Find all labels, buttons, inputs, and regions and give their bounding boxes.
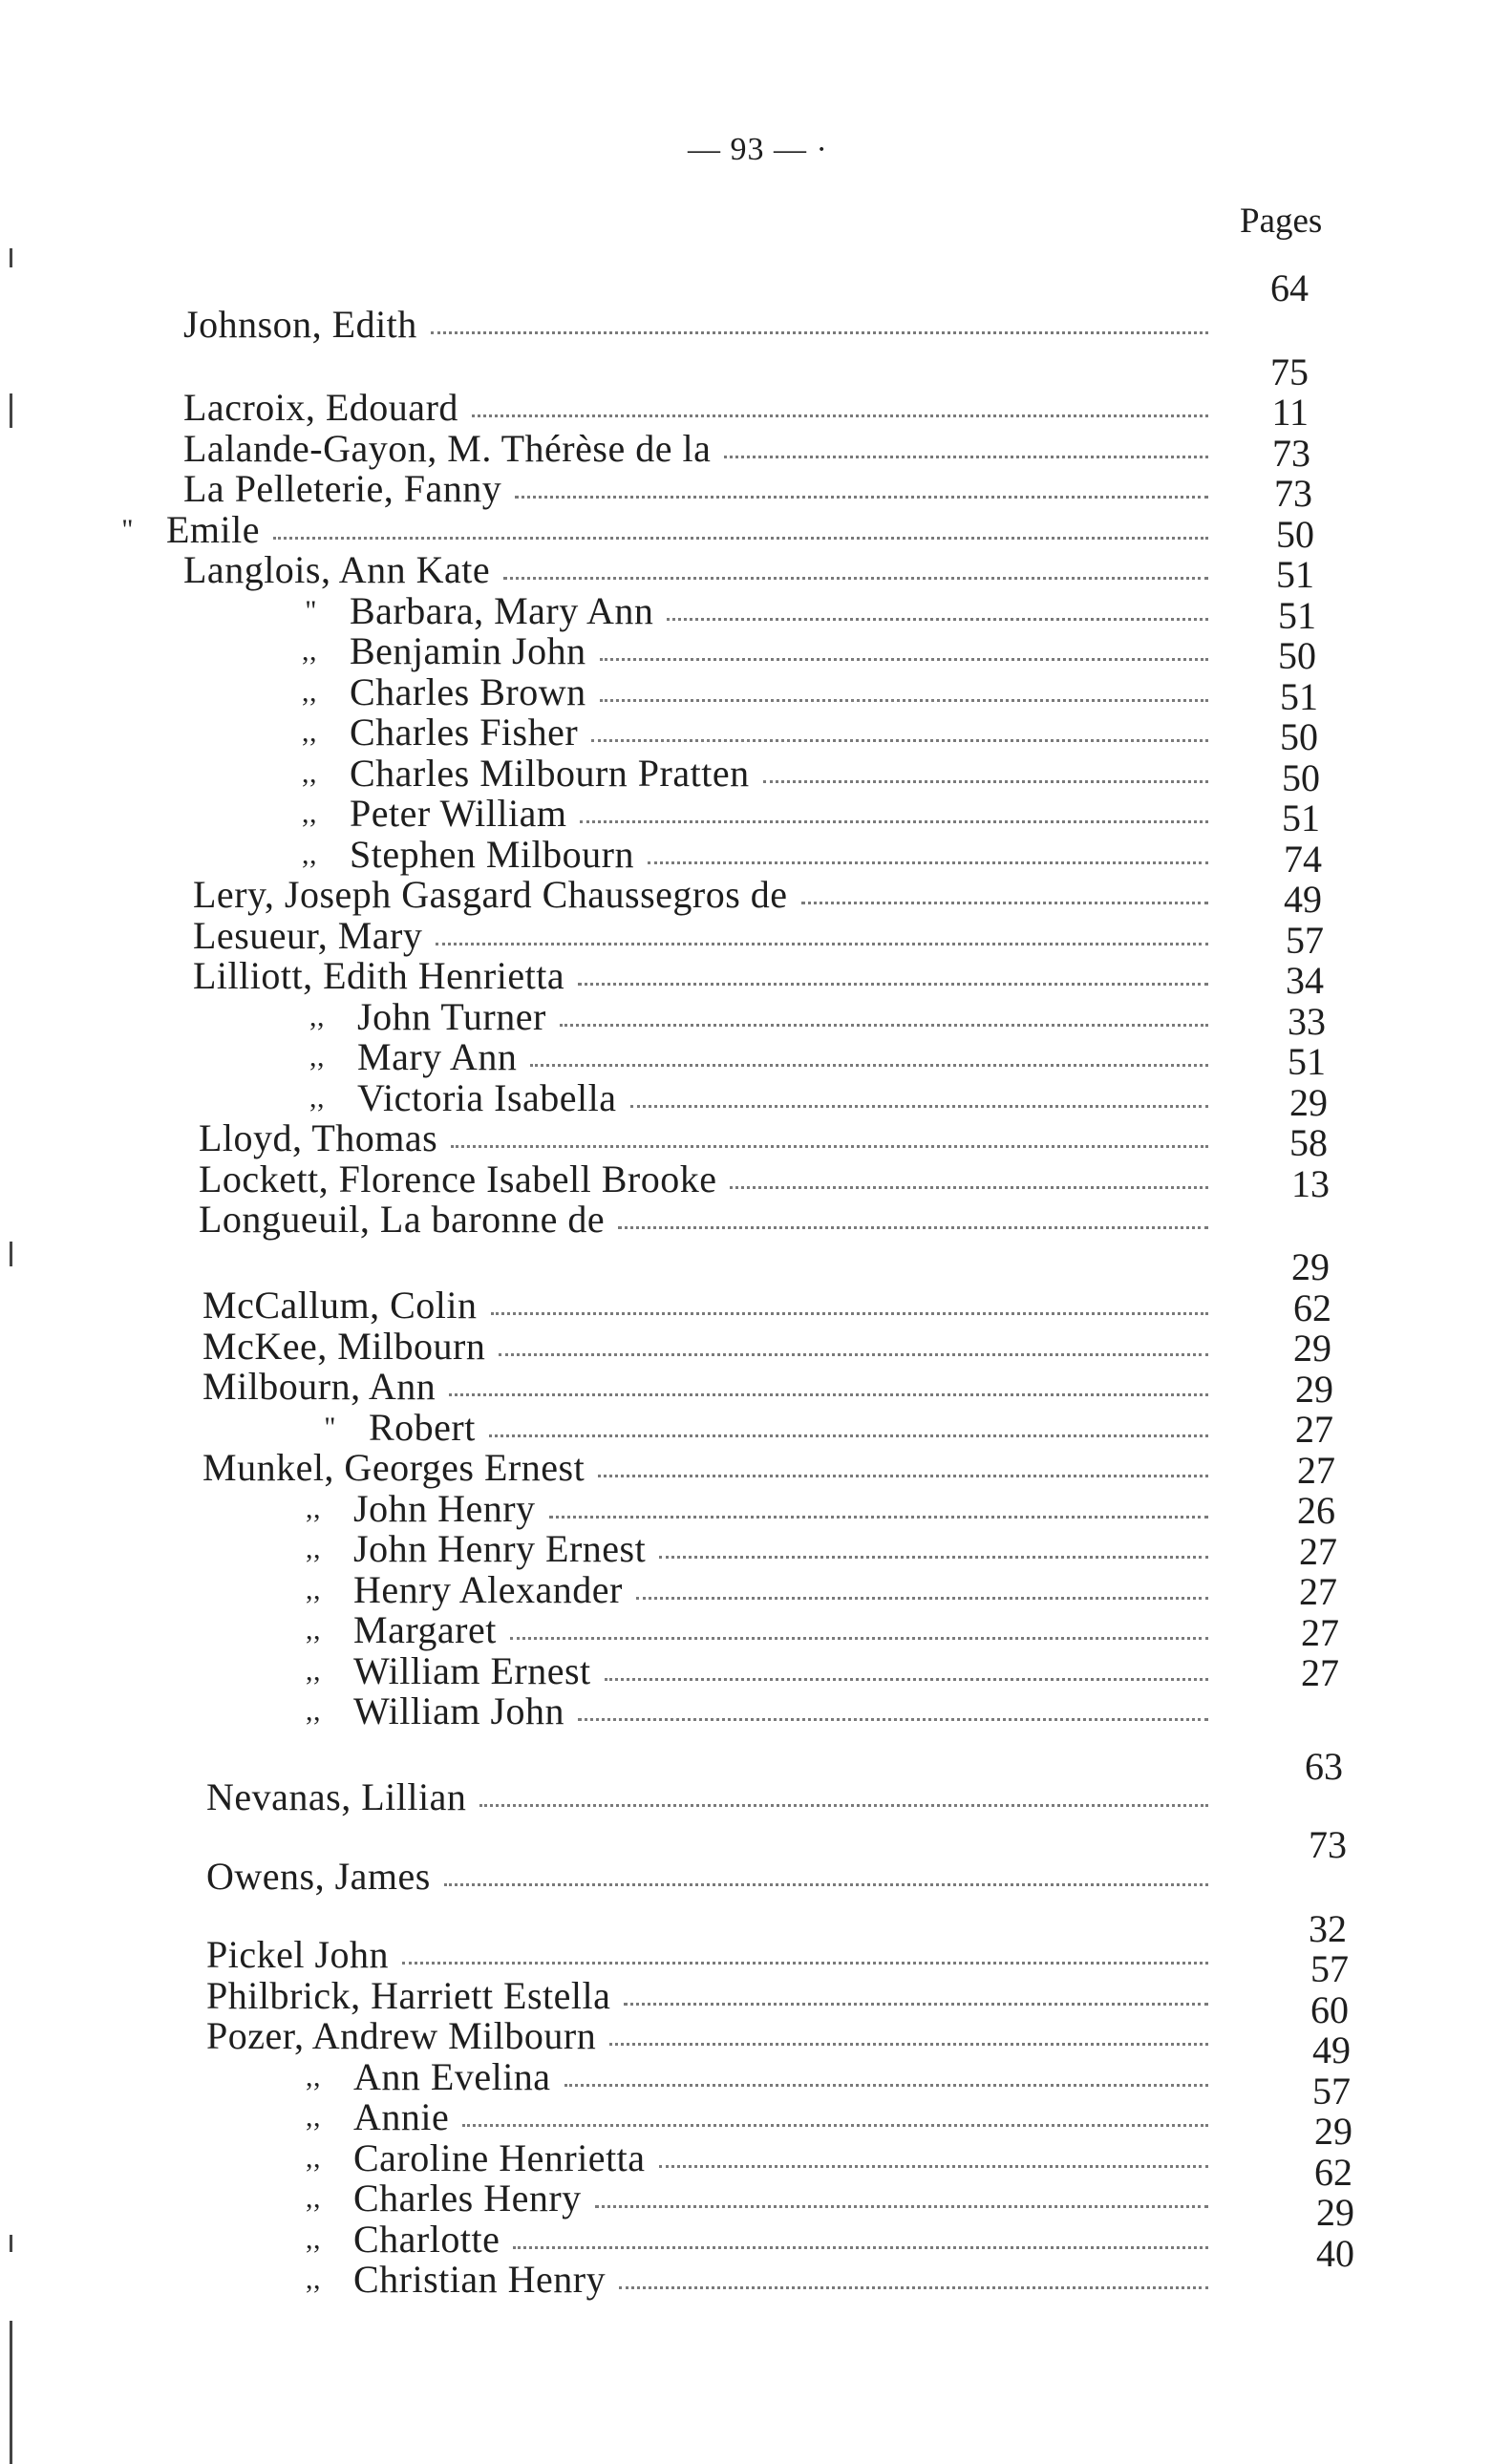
index-entry: [193, 955, 1208, 997]
margin-mark: [10, 2321, 12, 2464]
dot-leader: [513, 2246, 1208, 2249]
entry-name: Milbourn, Ann: [202, 1365, 437, 1408]
entry-name: Christian Henry: [353, 2258, 607, 2301]
ditto-mark: ,,: [306, 1493, 321, 1524]
dot-leader: [491, 1312, 1209, 1315]
index-entry: [0, 509, 1208, 551]
ditto-mark: ,,: [302, 635, 317, 667]
page-number-value: 27: [1299, 1530, 1337, 1573]
ditto-mark: ,,: [309, 1041, 325, 1073]
dot-leader: [549, 1516, 1208, 1519]
entry-name: John Henry: [353, 1487, 536, 1530]
ditto-mark: ,,: [306, 1533, 321, 1564]
page-number-value: 57: [1310, 1947, 1349, 1990]
page-number-value: 29: [1293, 1327, 1331, 1370]
page-number-value: 27: [1301, 1611, 1339, 1654]
dot-leader: [763, 780, 1208, 783]
index-entry: [191, 996, 1208, 1038]
index-entry: [183, 549, 1208, 591]
page-number-value: 60: [1310, 1988, 1349, 2031]
entry-name: Charlotte: [353, 2218, 500, 2261]
index-entry: [183, 590, 1208, 632]
dot-leader: [515, 496, 1208, 499]
index-entry: [206, 1934, 1208, 1976]
ditto-mark: ,,: [306, 1574, 321, 1605]
page-number-value: 13: [1291, 1162, 1330, 1205]
entry-name: Lockett, Florence Isabell Brooke: [199, 1158, 717, 1200]
entry-name: Lacroix, Edouard: [183, 386, 458, 429]
entry-name: Margaret: [353, 1608, 497, 1651]
entry-name: Ann Evelina: [353, 2055, 551, 2098]
margin-mark: [10, 2235, 12, 2252]
dot-leader: [600, 658, 1208, 661]
dot-leader: [605, 1678, 1208, 1681]
dot-leader: [609, 2043, 1208, 2046]
page-number-value: 50: [1280, 715, 1318, 758]
index-entry: [193, 874, 1208, 916]
index-entry: [183, 428, 1208, 470]
page-number-value: 29: [1314, 2110, 1352, 2153]
index-entry: [187, 2056, 1208, 2098]
dot-leader: [578, 983, 1208, 986]
dot-leader: [402, 1962, 1208, 1965]
entry-name: Munkel, Georges Ernest: [202, 1446, 586, 1489]
index-entry: [187, 2219, 1208, 2261]
dot-leader: [444, 1883, 1208, 1886]
entry-name: Stephen Milbourn: [350, 833, 634, 876]
entry-name: Robert: [369, 1406, 476, 1449]
index-entry: [187, 2096, 1208, 2138]
margin-mark: [10, 393, 12, 428]
page-number-value: 57: [1286, 919, 1324, 962]
ditto-mark: ,,: [309, 1082, 325, 1114]
dot-leader: [479, 1804, 1208, 1807]
index-entry: [187, 2177, 1208, 2220]
index-entry: [183, 712, 1208, 754]
entry-name: Barbara, Mary Ann: [350, 589, 654, 632]
entry-name: Johnson, Edith: [183, 303, 417, 346]
ditto-mark: ,,: [302, 757, 317, 789]
page-number-value: 73: [1272, 432, 1310, 475]
entry-name: John Turner: [357, 995, 546, 1038]
page-number: — 93 — ·: [688, 132, 828, 167]
dot-leader: [598, 1475, 1208, 1477]
ditto-mark: ": [324, 1412, 336, 1443]
ditto-mark: ,,: [306, 1614, 321, 1646]
page-number-value: 62: [1293, 1286, 1331, 1329]
entry-name: Longueuil, La baronne de: [199, 1198, 606, 1241]
page-number-value: 27: [1297, 1449, 1335, 1492]
index-entry: [187, 1690, 1208, 1732]
entry-name: Lilliott, Edith Henrietta: [193, 954, 565, 997]
ditto-mark: ,,: [306, 2263, 321, 2295]
index-entry: [199, 1158, 1208, 1200]
index-entry: [193, 915, 1208, 957]
page-number-value: 27: [1301, 1651, 1339, 1694]
page-number-value: 51: [1280, 675, 1318, 718]
page-number-value: 63: [1305, 1745, 1343, 1788]
page-number-value: 49: [1312, 2029, 1351, 2071]
index-entry: [187, 1488, 1208, 1530]
dot-leader: [624, 2003, 1208, 2006]
index-entry: [206, 2015, 1208, 2057]
index-entry: [202, 1285, 1208, 1327]
index-entry: [183, 753, 1208, 795]
entry-name: Nevanas, Lillian: [206, 1775, 467, 1818]
page-number-value: 57: [1312, 2070, 1351, 2113]
entry-name: Caroline Henrietta: [353, 2136, 646, 2179]
index-entry: [183, 834, 1208, 876]
page-number-value: 51: [1276, 553, 1314, 596]
page-number-value: 50: [1282, 756, 1320, 799]
index-entry: [183, 630, 1208, 672]
index-entry: [206, 1975, 1208, 2017]
entry-name: Pickel John: [206, 1933, 390, 1976]
margin-mark: [10, 1242, 12, 1266]
entry-name: Henry Alexander: [353, 1568, 623, 1611]
entry-name: Lalande-Gayon, M. Thérèse de la: [183, 427, 712, 470]
index-entry: [191, 1077, 1208, 1119]
page-number-value: 26: [1297, 1489, 1335, 1532]
entry-name: William Ernest: [353, 1649, 591, 1692]
index-entry: [199, 1117, 1208, 1159]
margin-mark: [10, 248, 12, 267]
index-entry: [187, 2137, 1208, 2179]
entry-name: Annie: [353, 2095, 450, 2138]
entry-name: Mary Ann: [357, 1035, 518, 1078]
page-number-value: 58: [1289, 1121, 1328, 1164]
index-entry: [183, 304, 1208, 346]
dot-leader: [578, 1718, 1208, 1721]
entry-name: Charles Henry: [353, 2177, 582, 2220]
entry-name: John Henry Ernest: [353, 1527, 647, 1570]
entry-name: William John: [353, 1689, 565, 1732]
page-number-value: 49: [1284, 878, 1322, 921]
index-entry: [199, 1199, 1208, 1241]
index-entry: [202, 1447, 1208, 1489]
page-number-value: 74: [1284, 838, 1322, 881]
ditto-mark: ,,: [302, 716, 317, 748]
dot-leader: [630, 1105, 1208, 1108]
dot-leader: [659, 1556, 1208, 1559]
dot-leader: [472, 414, 1208, 417]
index-entry: [187, 1650, 1208, 1692]
ditto-mark: ,,: [306, 2142, 321, 2174]
index-entry: [191, 1036, 1208, 1078]
ditto-mark: ,,: [306, 2182, 321, 2214]
dot-leader: [451, 1145, 1208, 1148]
dot-leader: [431, 331, 1208, 334]
page-number-value: 29: [1291, 1245, 1330, 1288]
ditto-mark: ,,: [309, 1001, 325, 1032]
index-entry: [202, 1326, 1208, 1368]
ditto-mark: ,,: [306, 1655, 321, 1687]
entry-name: Charles Brown: [350, 670, 586, 713]
ditto-mark: ,,: [302, 676, 317, 708]
page-number-value: 64: [1270, 266, 1309, 309]
entry-name: Philbrick, Harriett Estella: [206, 1974, 611, 2017]
index-entry: [183, 387, 1208, 429]
dot-leader: [619, 2286, 1208, 2289]
entry-name: McKee, Milbourn: [202, 1325, 486, 1368]
index-entry: [206, 1856, 1208, 1898]
pages-column-label: Pages: [1240, 202, 1323, 241]
page-number-value: 51: [1288, 1040, 1326, 1083]
entry-name: Charles Fisher: [350, 711, 579, 754]
dot-leader: [436, 943, 1208, 945]
index-entry: [183, 468, 1208, 510]
entry-name: Lesueur, Mary: [193, 914, 423, 957]
entry-name: McCallum, Colin: [202, 1284, 478, 1327]
page-number-value: 50: [1276, 513, 1314, 556]
dot-leader: [489, 1434, 1208, 1437]
entry-name: Lloyd, Thomas: [199, 1116, 438, 1159]
entry-name: La Pelleterie, Fanny: [183, 467, 502, 510]
dot-leader: [600, 699, 1208, 702]
dot-leader: [667, 618, 1208, 621]
page-number-value: 27: [1299, 1570, 1337, 1613]
page-number-value: 50: [1278, 634, 1316, 677]
entry-name: Emile: [166, 508, 261, 551]
page-number-value: 27: [1295, 1408, 1333, 1451]
page-number-value: 29: [1289, 1081, 1328, 1124]
index-entry: [206, 1776, 1208, 1818]
index-entry: [202, 1407, 1208, 1449]
dot-leader: [724, 456, 1208, 458]
ditto-mark: ,,: [302, 797, 317, 829]
page-number-value: 73: [1274, 472, 1312, 515]
dot-leader: [659, 2165, 1208, 2168]
index-entry: [187, 1609, 1208, 1651]
dot-leader: [730, 1186, 1208, 1189]
page-number-value: 29: [1316, 2191, 1354, 2234]
page-number-value: 51: [1278, 594, 1316, 637]
ditto-mark: ": [305, 595, 317, 627]
ditto-mark: ,,: [306, 2223, 321, 2255]
page-number-value: 32: [1309, 1907, 1347, 1950]
dot-leader: [449, 1393, 1208, 1396]
index-entry: [183, 793, 1208, 835]
page-number-value: 62: [1314, 2151, 1352, 2194]
index-entry: [187, 2259, 1208, 2301]
entry-name: Charles Milbourn Pratten: [350, 752, 750, 795]
entry-name: Benjamin John: [350, 629, 586, 672]
entry-name: Langlois, Ann Kate: [183, 548, 491, 591]
entry-name: Lery, Joseph Gasgard Chaussegros de: [193, 873, 788, 916]
page-number-value: 33: [1288, 1000, 1326, 1043]
dot-leader: [595, 2205, 1208, 2208]
dot-leader: [462, 2124, 1208, 2127]
entry-name: Pozer, Andrew Milbourn: [206, 2014, 597, 2057]
dot-leader: [580, 820, 1208, 823]
entry-name: Owens, James: [206, 1855, 431, 1898]
entry-name: Peter William: [350, 792, 567, 835]
page-number-value: 29: [1295, 1368, 1333, 1411]
dot-leader: [636, 1597, 1208, 1600]
ditto-mark: ,,: [306, 2101, 321, 2133]
page-number-value: 11: [1271, 391, 1309, 434]
dot-leader: [564, 2084, 1208, 2087]
page-number-value: 73: [1309, 1823, 1347, 1866]
dot-leader: [648, 861, 1208, 864]
ditto-mark: ,,: [306, 1695, 321, 1727]
entry-name: Victoria Isabella: [357, 1076, 617, 1119]
page-number-value: 51: [1282, 797, 1320, 839]
ditto-mark: ,,: [302, 839, 317, 870]
dot-leader: [273, 537, 1208, 540]
dot-leader: [510, 1637, 1208, 1640]
index-entry: [183, 671, 1208, 713]
dot-leader: [801, 902, 1208, 904]
dot-leader: [618, 1226, 1208, 1229]
page-number-value: 75: [1270, 350, 1309, 393]
index-entry: [187, 1528, 1208, 1570]
dot-leader: [591, 739, 1208, 742]
index-entry: [187, 1569, 1208, 1611]
index-entry: [202, 1366, 1208, 1408]
ditto-mark: ,,: [306, 2061, 321, 2092]
page-number-value: 34: [1286, 959, 1324, 1002]
page-number-value: 40: [1316, 2232, 1354, 2275]
dot-leader: [560, 1024, 1208, 1027]
dot-leader: [503, 577, 1208, 580]
dot-leader: [530, 1064, 1208, 1067]
dot-leader: [499, 1353, 1208, 1356]
ditto-mark: ": [121, 514, 134, 545]
